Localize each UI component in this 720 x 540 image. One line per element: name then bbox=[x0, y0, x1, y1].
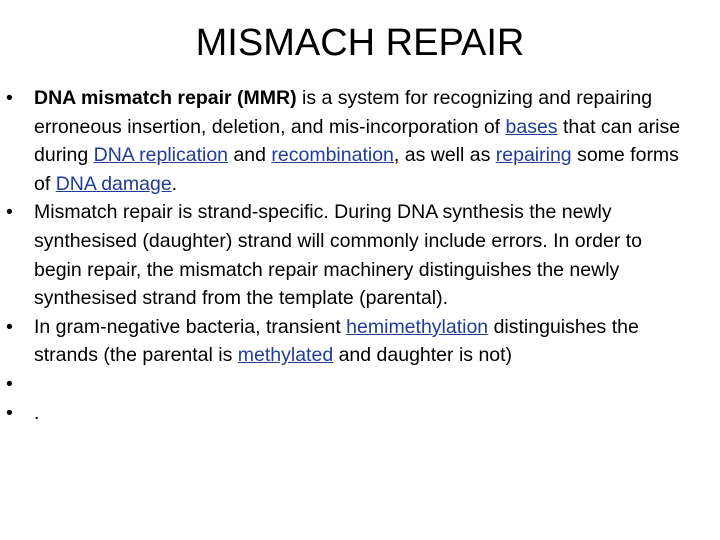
link-recombination[interactable]: recombination bbox=[271, 144, 394, 167]
slide-title: MISMACH REPAIR bbox=[195, 22, 525, 64]
bullet-text: Mismatch repair is strand-specific. During DNA synthesis the newly synthesised (daughter) strand will commonly include errors. In order to begin repair, the mismatch repair machinery distinguishes the newly synthesised strand from the template (parental). bbox=[34, 201, 643, 310]
text-run: some forms of bbox=[34, 144, 679, 195]
link-dna-damage[interactable]: DNA damage bbox=[55, 172, 172, 195]
bullet-item-empty bbox=[0, 370, 720, 399]
text-run: and bbox=[228, 144, 272, 167]
bullet-dot: • bbox=[6, 372, 13, 395]
text-run: . bbox=[171, 172, 178, 195]
text-run: , as well as bbox=[393, 144, 496, 167]
text-run: that can arise during bbox=[34, 115, 681, 167]
bullet-item bbox=[0, 399, 720, 428]
bullet-dot: • bbox=[6, 401, 13, 424]
bullet-text: . bbox=[34, 401, 40, 424]
bullet-item bbox=[0, 313, 720, 370]
bullet-item bbox=[0, 198, 720, 312]
bullet-dot: • bbox=[6, 87, 13, 109]
link-hemimethylation[interactable]: hemimethylation bbox=[346, 315, 489, 338]
text-run: In gram-negative bacteria, transient bbox=[34, 315, 347, 338]
bold-term: DNA mismatch repair (MMR) bbox=[34, 87, 297, 109]
link-bases[interactable]: bases bbox=[505, 115, 558, 138]
bullet-dot: • bbox=[6, 201, 13, 224]
bullet-dot: • bbox=[6, 315, 13, 338]
text-run: distinguishes the strands (the parental is bbox=[34, 315, 639, 367]
bullet-text bbox=[34, 313, 694, 370]
bullet-list bbox=[0, 84, 720, 427]
link-dna-replication[interactable]: DNA replication bbox=[93, 144, 229, 167]
link-methylated[interactable]: methylated bbox=[237, 344, 334, 367]
bullet-item bbox=[0, 84, 720, 198]
bullet-text bbox=[34, 84, 694, 198]
text-run: is a system for recognizing and repairing erroneous insertion, deletion, and mis-incorporation of bbox=[34, 87, 653, 138]
text-run: and daughter is not) bbox=[333, 344, 513, 367]
link-repairing[interactable]: repairing bbox=[495, 144, 572, 167]
